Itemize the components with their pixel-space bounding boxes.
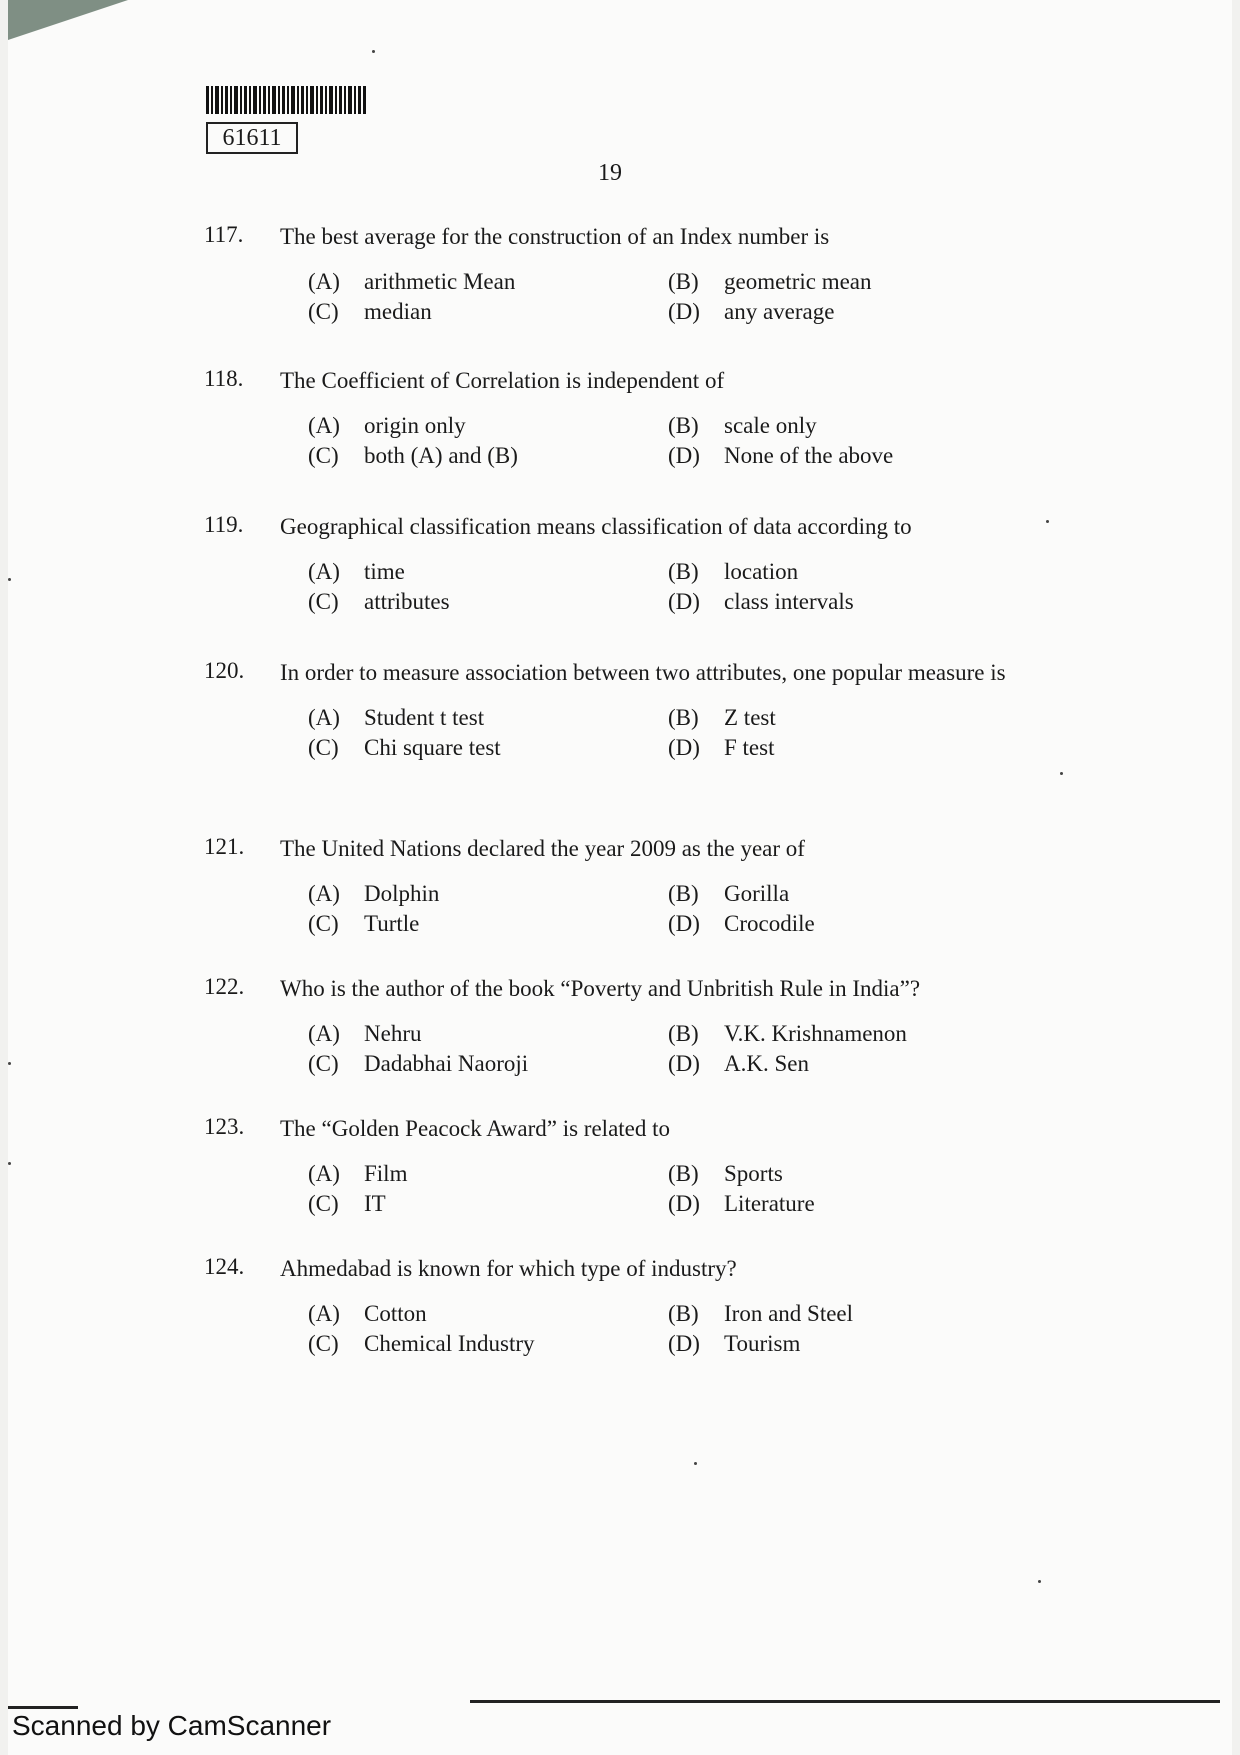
option-c: (C) Chemical Industry bbox=[308, 1331, 535, 1356]
option-b: (B) Sports bbox=[668, 1161, 783, 1186]
option-b: (B) scale only bbox=[668, 413, 817, 438]
option-d: (D) Literature bbox=[668, 1191, 815, 1216]
question-124 bbox=[204, 1254, 1034, 1358]
exam-page bbox=[8, 0, 1232, 1755]
option-a: (A) Nehru bbox=[308, 1021, 422, 1046]
question-121 bbox=[204, 834, 1034, 938]
bottom-rule bbox=[470, 1700, 1220, 1703]
page-number: 19 bbox=[598, 160, 622, 186]
scan-speck bbox=[372, 50, 375, 53]
option-a: (A) Cotton bbox=[308, 1301, 427, 1326]
question-text: The best average for the construction of an Index number is bbox=[280, 224, 830, 249]
barcode bbox=[206, 86, 366, 114]
option-c: (C) Chi square test bbox=[308, 735, 501, 760]
question-text: Geographical classification means classification of data according to bbox=[280, 514, 912, 539]
question-118 bbox=[204, 366, 1034, 470]
question-number: 124. bbox=[204, 1254, 245, 1279]
option-b: (B) Iron and Steel bbox=[668, 1301, 854, 1326]
options bbox=[308, 268, 1034, 326]
question-number: 119. bbox=[204, 512, 244, 537]
scan-speck bbox=[694, 1462, 697, 1465]
option-c: (C) median bbox=[308, 299, 432, 324]
scan-speck bbox=[8, 578, 11, 581]
options bbox=[308, 558, 1034, 616]
options bbox=[308, 412, 1034, 470]
question-number: 121. bbox=[204, 834, 245, 859]
option-a: (A) Dolphin bbox=[308, 881, 440, 906]
question-text: The United Nations declared the year 2009 as the year of bbox=[280, 836, 805, 861]
paper-code: 61611 bbox=[206, 122, 298, 154]
question-number: 117. bbox=[204, 222, 244, 247]
option-d: (D) any average bbox=[668, 299, 835, 324]
question-text: Who is the author of the book “Poverty and Unbritish Rule in India”? bbox=[280, 976, 921, 1001]
question-number: 120. bbox=[204, 658, 245, 683]
option-a: (A) time bbox=[308, 559, 405, 584]
question-text: In order to measure association between two attributes, one popular measure is bbox=[280, 660, 1006, 685]
question-123 bbox=[204, 1114, 1034, 1218]
option-d: (D) Crocodile bbox=[668, 911, 815, 936]
scanner-watermark: Scanned by CamScanner bbox=[12, 1710, 332, 1741]
option-c: (C) attributes bbox=[308, 589, 450, 614]
scan-speck bbox=[1060, 772, 1063, 775]
option-b: (B) Z test bbox=[668, 705, 776, 730]
options bbox=[308, 704, 1034, 762]
scan-speck bbox=[1046, 520, 1049, 523]
question-number: 123. bbox=[204, 1114, 245, 1139]
option-a: (A) arithmetic Mean bbox=[308, 269, 516, 294]
page-corner-fold bbox=[8, 0, 128, 40]
question-number: 122. bbox=[204, 974, 245, 999]
option-d: (D) None of the above bbox=[668, 443, 894, 468]
question-119 bbox=[204, 512, 1034, 616]
option-c: (C) both (A) and (B) bbox=[308, 443, 518, 468]
options bbox=[308, 1020, 1034, 1078]
question-117 bbox=[204, 222, 1034, 326]
scan-speck bbox=[1038, 1580, 1041, 1583]
option-b: (B) geometric mean bbox=[668, 269, 872, 294]
option-d: (D) F test bbox=[668, 735, 775, 760]
options bbox=[308, 1160, 1034, 1218]
option-a: (A) origin only bbox=[308, 413, 466, 438]
option-a: (A) Student t test bbox=[308, 705, 485, 730]
option-c: (C) IT bbox=[308, 1191, 386, 1216]
question-text: The Coefficient of Correlation is independent of bbox=[280, 368, 725, 393]
question-120 bbox=[204, 658, 1034, 762]
option-c: (C) Turtle bbox=[308, 911, 420, 936]
options bbox=[308, 880, 1034, 938]
option-b: (B) Gorilla bbox=[668, 881, 790, 906]
question-122 bbox=[204, 974, 1034, 1078]
question-number: 118. bbox=[204, 366, 244, 391]
option-b: (B) V.K. Krishnamenon bbox=[668, 1021, 907, 1046]
option-c: (C) Dadabhai Naoroji bbox=[308, 1051, 529, 1076]
option-a: (A) Film bbox=[308, 1161, 408, 1186]
option-b: (B) location bbox=[668, 559, 799, 584]
option-d: (D) A.K. Sen bbox=[668, 1051, 809, 1076]
scan-speck bbox=[8, 1062, 11, 1065]
question-text: The “Golden Peacock Award” is related to bbox=[280, 1116, 671, 1141]
options bbox=[308, 1300, 1034, 1358]
footer-stroke bbox=[8, 1706, 78, 1709]
scan-speck bbox=[8, 1162, 11, 1165]
option-d: (D) class intervals bbox=[668, 589, 854, 614]
option-d: (D) Tourism bbox=[668, 1331, 801, 1356]
question-text: Ahmedabad is known for which type of industry? bbox=[280, 1256, 737, 1281]
